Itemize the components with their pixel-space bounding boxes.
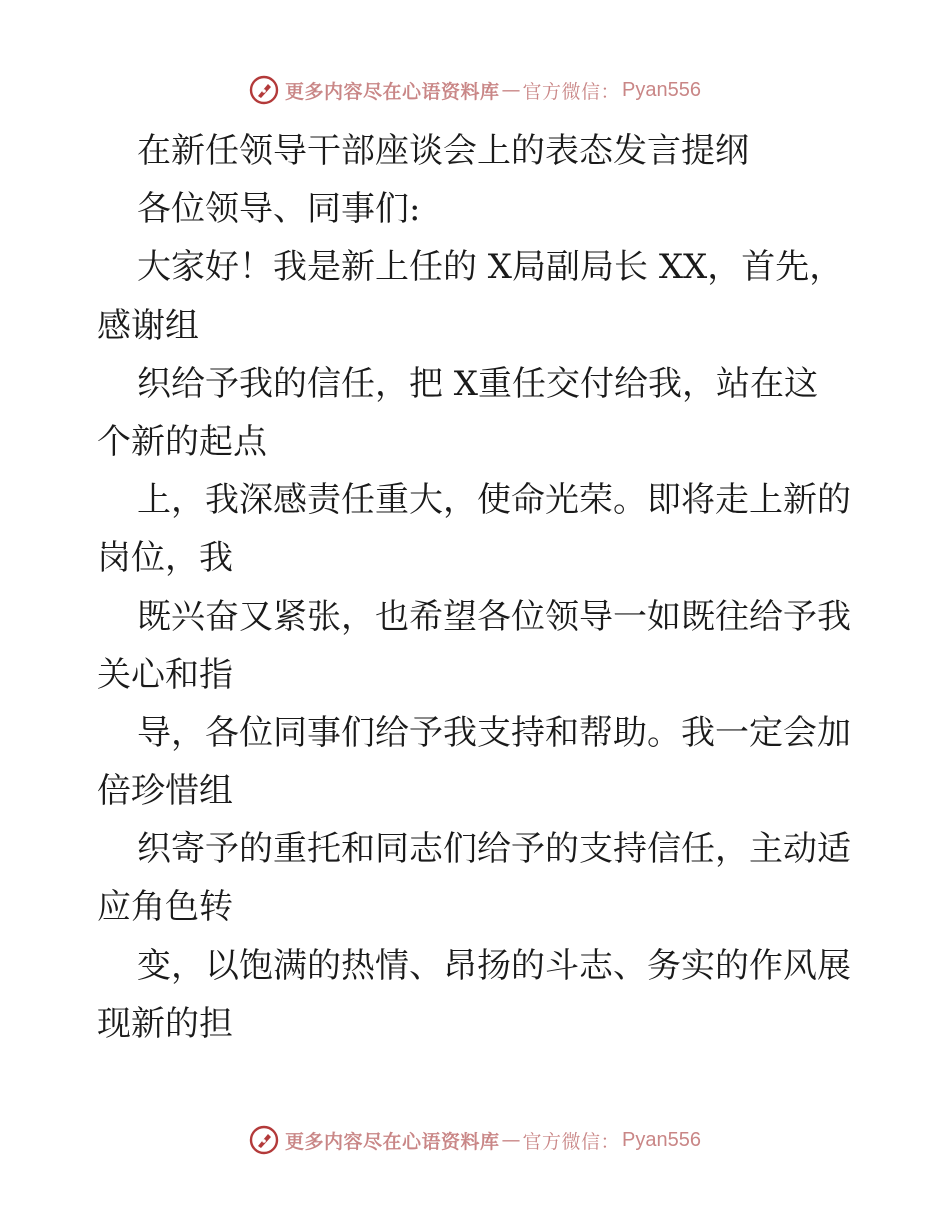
footer-banner — [0, 1120, 950, 1160]
text-line: 关心和指 — [97, 654, 233, 695]
document-body — [97, 122, 857, 1053]
header-banner — [0, 70, 950, 110]
banner-wechat-label: 官方微信： — [522, 1130, 621, 1153]
text-line: 应角色转 — [97, 887, 233, 928]
text-line: 既兴奋又紧张，也希望各位领导一如既往给予我 — [137, 596, 851, 637]
text-line: 个新的起点 — [97, 421, 267, 462]
text-line: 织给予我的信任，把 X重任交付给我，站在这 — [137, 363, 819, 404]
document-title: 在新任领导干部座谈会上的表态发言提纲 — [137, 131, 749, 171]
banner-wechat-id: Pyan556 — [622, 1128, 701, 1151]
pen-nib-logo-icon — [249, 1125, 279, 1155]
text-line-salutation: 各位领导、同事们: — [137, 189, 421, 230]
banner-separator: — — [501, 79, 521, 101]
text-line: 导，各位同事们给予我支持和帮助。我一定会加 — [137, 712, 851, 753]
banner-wechat-label: 官方微信： — [522, 80, 621, 103]
text-line: 变，以饱满的热情、昂扬的斗志、务实的作风展 — [137, 945, 851, 986]
text-line: 岗位，我 — [97, 538, 233, 579]
text-line: 上，我深感责任重大，使命光荣。即将走上新的 — [137, 480, 851, 521]
text-line: 大家好！我是新上任的 X局副局长 XX，首先， — [137, 247, 844, 288]
pen-nib-logo-icon — [249, 75, 279, 105]
banner-brand-text: 更多内容尽在心语资料库 — [285, 80, 500, 103]
text-line: 织寄予的重托和同志们给予的支持信任，主动适 — [137, 829, 851, 870]
banner-brand-text: 更多内容尽在心语资料库 — [285, 1130, 500, 1153]
banner-separator: — — [501, 1129, 521, 1151]
text-line: 倍珍惜组 — [97, 771, 233, 812]
text-line: 现新的担 — [97, 1003, 233, 1044]
text-line: 感谢组 — [97, 305, 199, 346]
banner-wechat-id: Pyan556 — [622, 78, 701, 101]
